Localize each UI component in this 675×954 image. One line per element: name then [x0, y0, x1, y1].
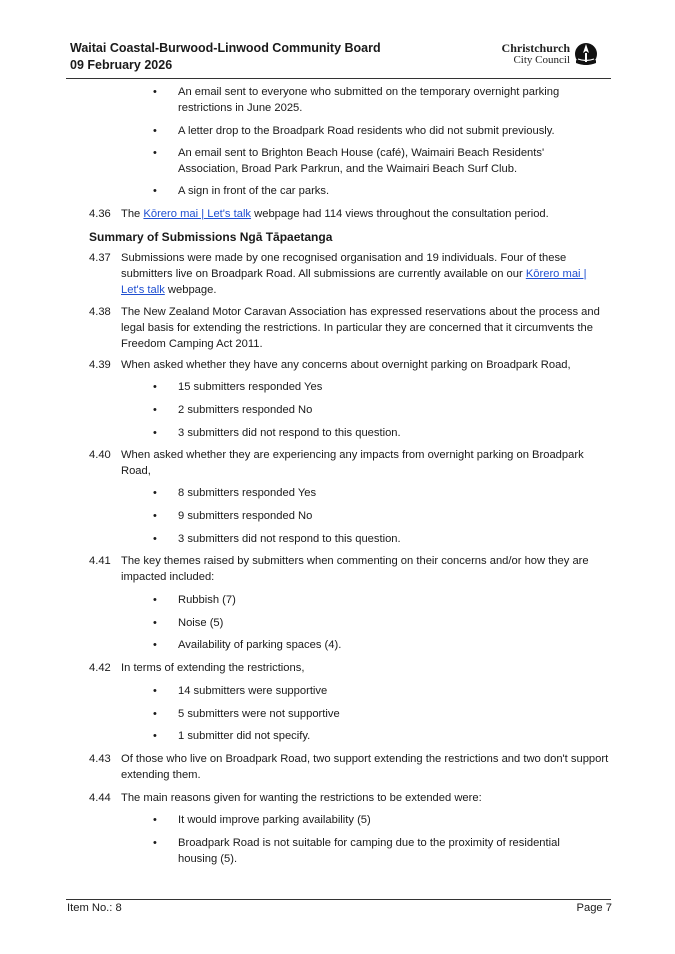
korero-mai-link[interactable]: Kōrero mai | Let's talk [143, 208, 252, 220]
list-item: • 8 submitters responded Yes [178, 485, 598, 501]
paragraph-number: 4.43 [89, 753, 111, 765]
list-item: • 3 submitters did not respond to this question. [178, 425, 598, 441]
page-header [70, 40, 610, 76]
logo-line-2: City Council [513, 54, 570, 66]
paragraph-4-44: The main reasons given for wanting the restrictions to be extended were: [121, 792, 482, 804]
list-item: • 14 submitters were supportive [178, 683, 598, 699]
page-number: Page 7 [576, 902, 612, 914]
list-item: • An email sent to everyone who submitted on the temporary overnight parking restrictions in June 2025. [178, 84, 598, 116]
list-item: • Noise (5) [178, 615, 598, 631]
meeting-date: 09 February 2026 [70, 58, 173, 72]
board-title: Waitai Coastal-Burwood-Linwood Community Board [70, 41, 381, 55]
korero-mai-link[interactable]: Kōrero mai | Let's talk [121, 268, 587, 296]
cathedral-icon [574, 42, 598, 68]
paragraph-4-41: The key themes raised by submitters when commenting on their concerns and/or how they are impacted included: [121, 555, 589, 583]
list-item: • An email sent to Brighton Beach House (café), Waimairi Beach Residents' Association, Broad Park Parkrun, and the Waimairi Beach Surf Club. [178, 145, 598, 177]
paragraph-text: webpage had 114 views throughout the consultation period. [251, 208, 549, 220]
paragraph-4-37 [121, 250, 611, 298]
paragraph-number: 4.37 [89, 252, 111, 264]
paragraph-text: webpage. [164, 284, 217, 296]
paragraph-number: 4.38 [89, 306, 111, 318]
header-divider [66, 78, 611, 79]
list-item: • It would improve parking availability (5) [178, 812, 598, 828]
list-item: • 1 submitter did not specify. [178, 728, 598, 744]
council-logo [488, 42, 598, 72]
list-item: • Rubbish (7) [178, 592, 598, 608]
section-heading: Summary of Submissions Ngā Tāpaetanga [89, 230, 333, 244]
logo-line-1: Christchurch [501, 41, 570, 55]
list-item: • 9 submitters responded No [178, 508, 598, 524]
paragraph-number: 4.40 [89, 449, 111, 461]
paragraph-text: Submissions were made by one recognised organisation and 19 individuals. Four of these submitters live on Broadpark Road. All submissions are currently available on our [121, 252, 567, 280]
paragraph-4-39: When asked whether they have any concerns about overnight parking on Broadpark Road, [121, 359, 571, 371]
paragraph-4-36 [121, 206, 611, 222]
list-item: • Broadpark Road is not suitable for camping due to the proximity of residential housing (5). [178, 835, 598, 867]
paragraph-number: 4.42 [89, 662, 111, 674]
list-item: • 3 submitters did not respond to this question. [178, 531, 598, 547]
paragraph-4-40: When asked whether they are experiencing any impacts from overnight parking on Broadpark Road, [121, 449, 584, 477]
list-item: • 5 submitters were not supportive [178, 706, 598, 722]
paragraph-number: 4.36 [89, 208, 111, 220]
list-item: • Availability of parking spaces (4). [178, 637, 598, 653]
footer-divider [66, 899, 611, 900]
list-item: • 2 submitters responded No [178, 402, 598, 418]
list-item: • 15 submitters responded Yes [178, 379, 598, 395]
paragraph-4-38: The New Zealand Motor Caravan Association has expressed reservations about the process and legal basis for extending the restrictions. In particular they are concerned that it circumvents the Freedom Camping Act 2011. [121, 306, 600, 350]
paragraph-text: The [121, 208, 144, 220]
paragraph-number: 4.41 [89, 555, 111, 567]
paragraph-4-43: Of those who live on Broadpark Road, two support extending the restrictions and two don't support extending them. [121, 753, 609, 781]
list-item: • A sign in front of the car parks. [178, 183, 598, 199]
item-number: Item No.: 8 [67, 902, 122, 914]
paragraph-number: 4.44 [89, 792, 111, 804]
paragraph-number: 4.39 [89, 359, 111, 371]
logo-text [502, 42, 570, 66]
paragraph-4-42: In terms of extending the restrictions, [121, 662, 305, 674]
list-item: • A letter drop to the Broadpark Road residents who did not submit previously. [178, 123, 598, 139]
